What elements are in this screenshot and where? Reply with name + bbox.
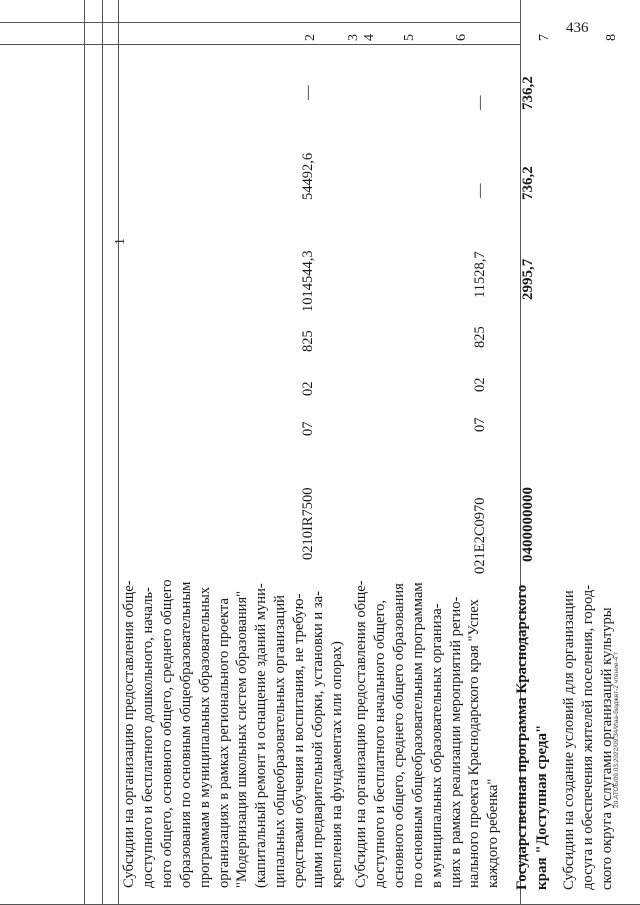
row-2-description: Субсидии на организацию предоставления обще- доступного и бесплатного начального общего, основного общего, среднего общего образования по основным общеобразовательным программам в муниципальных образовательных организа- циях в рамках реализации мероприятий регио- нального проекта Краснодарского края "Успех каждого ребенка" (353, 580, 502, 888)
row-3-amount-6: 2995,7 (520, 258, 536, 300)
col-divider-3-4 (84, 0, 85, 905)
row-3-amount-7: 736,2 (520, 166, 536, 200)
row-2-amount-8: — (472, 95, 488, 110)
row-1-csr: 0210IR7500 (300, 487, 316, 560)
row-2-pr: 02 (472, 377, 488, 392)
side-note: 20.АТОБ/09.03.2022/09:34/Иаа-бюджет-2 чтение-4 т (613, 651, 620, 808)
header-col-8: 8 (604, 34, 619, 41)
row-2-vr: 825 (472, 326, 488, 348)
row-4-description: Субсидии на создание условий для организации досуга и обеспечения жителей поселения, город- ского округа услугами организаций культуры (561, 584, 615, 890)
header-col-1: 1 (113, 238, 128, 245)
header-col-4: 4 (362, 34, 377, 41)
header-bottom-line (0, 44, 520, 45)
row-1-vr: 825 (300, 330, 316, 352)
col-divider-1-2 (118, 0, 119, 905)
header-col-2: 2 (303, 34, 318, 41)
header-col-6: 6 (454, 34, 469, 41)
header-top-line (0, 22, 520, 23)
row-3-amount-8: 736,2 (520, 76, 536, 110)
row-2-amount-6: 11528,7 (472, 251, 488, 298)
row-1-amount-7: 54492,6 (300, 152, 316, 200)
col-divider-4-5 (102, 0, 103, 905)
row-3-description: Государственная программа Краснодарского края "Доступная среда" (514, 584, 550, 890)
row-2-amount-7: — (472, 183, 488, 198)
row-1-amount-6: 1014544,3 (300, 250, 316, 312)
page-number: 436 (566, 20, 589, 36)
row-2-rz: 07 (472, 417, 488, 432)
row-1-amount-8: — (300, 85, 316, 100)
header-col-5: 5 (402, 34, 417, 41)
header-col-7: 7 (537, 34, 552, 41)
row-1-rz: 07 (300, 421, 316, 436)
header-col-3: 3 (346, 34, 361, 41)
row-3-csr: 0400000000 (520, 487, 536, 562)
row-1-description: Субсидии на организацию предоставления обще- доступного и бесплатного дошкольного, началь- ного общего, основного общего, среднего общего образования по основным общеобразовательным программам в муниципальных образовательных организациях в рамках регионального проекта "Модернизация школьных систем образования" (капитальный ремонт и оснащение зданий муни- ципальных общеобразовательных организаций средствами обучения и воспитания, не требую- щими предварительной сборки, установки и за- крепления на фундаментах или опорах) (121, 579, 345, 888)
row-1-pr: 02 (300, 381, 316, 396)
row-2-csr: 021E2C0970 (472, 497, 488, 574)
